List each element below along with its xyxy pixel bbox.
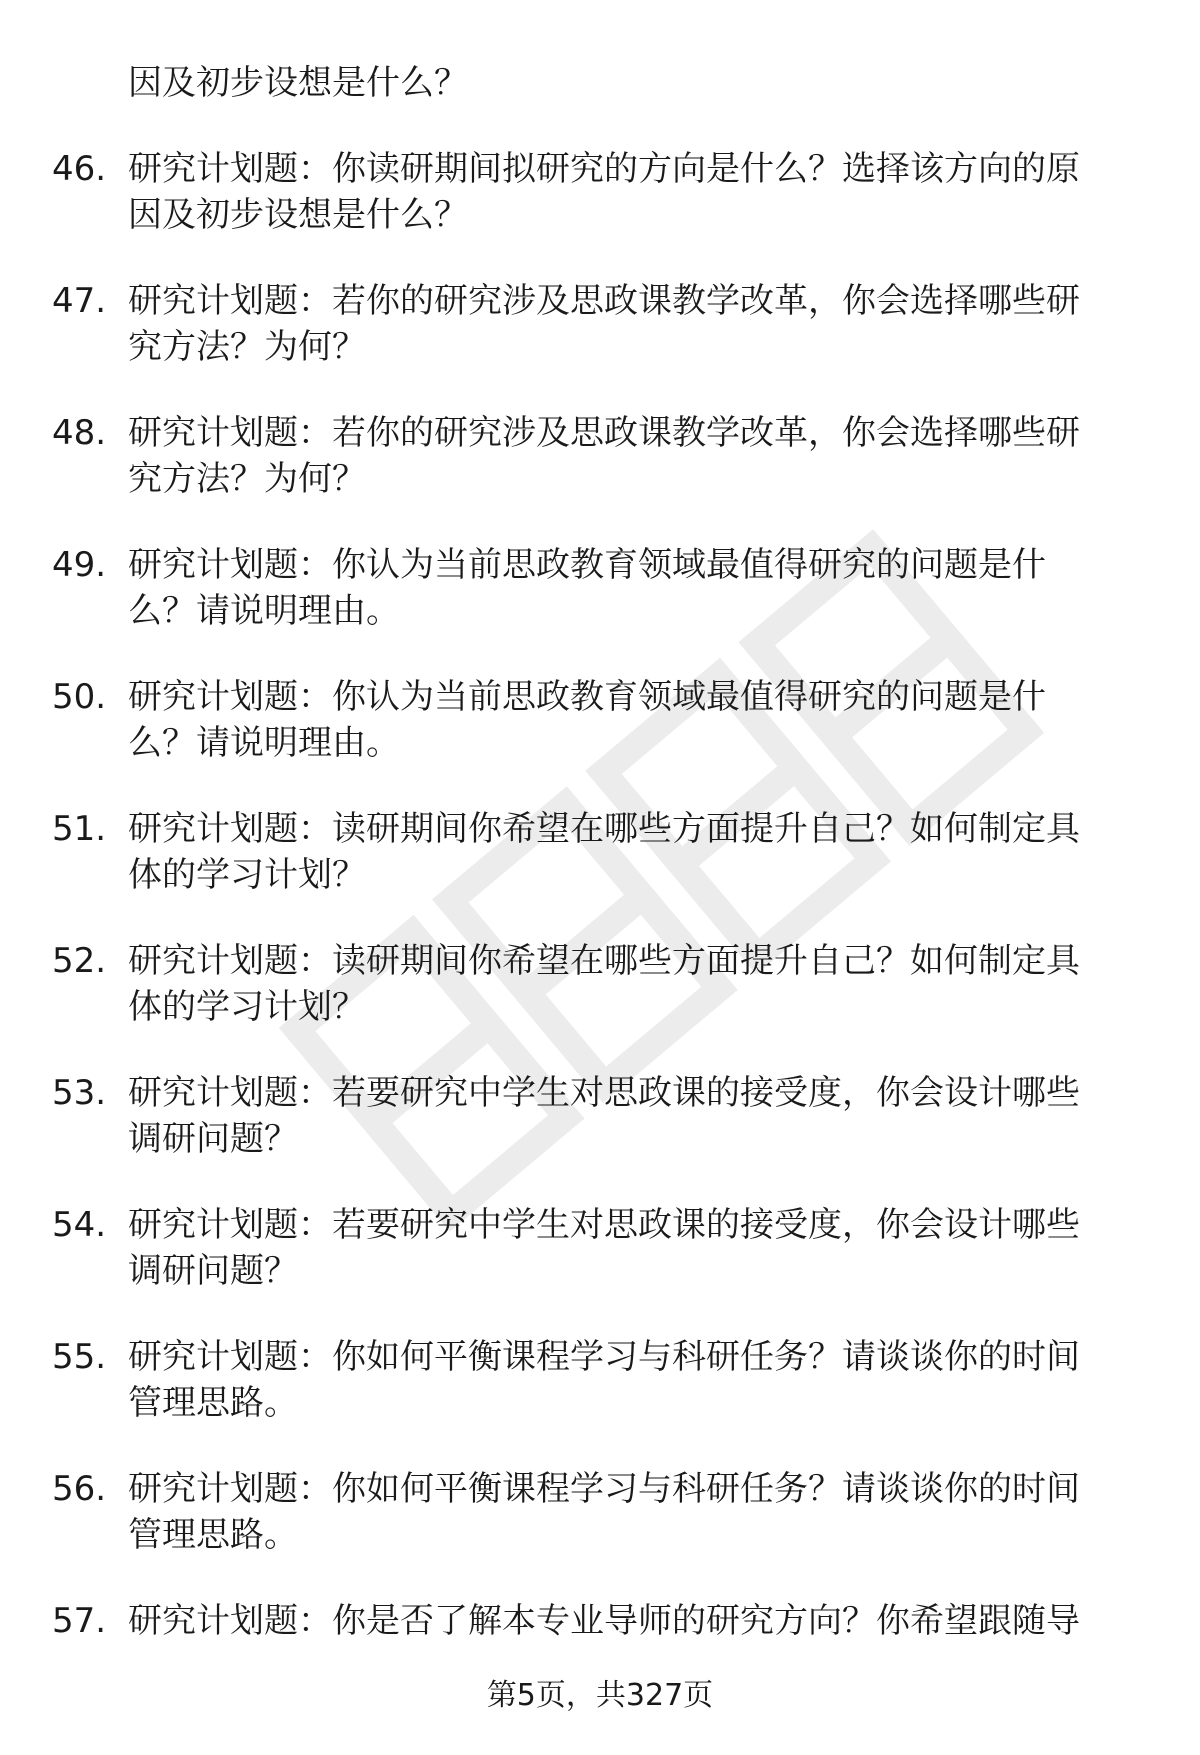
- question-text: [128, 278, 1148, 370]
- question-line: 研究计划题：读研期间你希望在哪些方面提升自己？如何制定具: [128, 941, 1080, 981]
- question-text: [128, 1202, 1148, 1294]
- list-item: [0, 1598, 1200, 1644]
- question-line: 研究计划题：读研期间你希望在哪些方面提升自己？如何制定具: [128, 809, 1080, 849]
- question-number: 46.: [52, 149, 107, 189]
- list-item: [0, 806, 1200, 898]
- question-line: 管理思路。: [128, 1383, 298, 1423]
- question-number: 56.: [52, 1469, 107, 1509]
- question-line: 研究计划题：若要研究中学生对思政课的接受度，你会设计哪些: [128, 1205, 1080, 1245]
- question-text: [128, 146, 1148, 238]
- question-list: [0, 146, 1200, 1644]
- list-item: [0, 542, 1200, 634]
- question-number: 57.: [52, 1601, 107, 1641]
- list-item: [0, 1070, 1200, 1162]
- question-line: 研究计划题：若要研究中学生对思政课的接受度，你会设计哪些: [128, 1073, 1080, 1113]
- question-text: [128, 938, 1148, 1030]
- question-line: 究方法？为何？: [128, 459, 366, 499]
- question-line: 体的学习计划？: [128, 855, 366, 895]
- list-item: [0, 938, 1200, 1030]
- list-item: [0, 146, 1200, 238]
- question-line: 体的学习计划？: [128, 987, 366, 1027]
- question-text: [128, 674, 1148, 766]
- question-line: 因及初步设想是什么？: [128, 195, 468, 235]
- question-line: 研究计划题：你如何平衡课程学习与科研任务？请谈谈你的时间: [128, 1337, 1080, 1377]
- question-line: 调研问题？: [128, 1251, 298, 1291]
- list-item: [0, 278, 1200, 370]
- question-text: [128, 806, 1148, 898]
- continuation-text: 因及初步设想是什么？: [128, 63, 468, 103]
- page-footer: 第5页，共327页: [486, 1678, 714, 1713]
- question-line: 么？请说明理由。: [128, 591, 400, 631]
- question-text: [128, 1598, 1148, 1644]
- list-item: [0, 1334, 1200, 1426]
- question-text: [128, 410, 1148, 502]
- question-number: 49.: [52, 545, 107, 585]
- question-number: 47.: [52, 281, 107, 321]
- list-item: [0, 674, 1200, 766]
- question-line: 研究计划题：你是否了解本专业导师的研究方向？你希望跟随导: [128, 1601, 1080, 1641]
- question-line: 管理思路。: [128, 1515, 298, 1555]
- question-line: 研究计划题：你认为当前思政教育领域最值得研究的问题是什: [128, 545, 1046, 585]
- question-line: 么？请说明理由。: [128, 723, 400, 763]
- question-text: [128, 1070, 1148, 1162]
- question-number: 55.: [52, 1337, 107, 1377]
- question-number: 52.: [52, 941, 107, 981]
- question-line: 研究计划题：你读研期间拟研究的方向是什么？选择该方向的原: [128, 149, 1080, 189]
- question-number: 53.: [52, 1073, 107, 1113]
- list-item: [0, 1466, 1200, 1558]
- question-line: 研究计划题：你如何平衡课程学习与科研任务？请谈谈你的时间: [128, 1469, 1080, 1509]
- list-item: [0, 1202, 1200, 1294]
- question-number: 51.: [52, 809, 107, 849]
- question-line: 调研问题？: [128, 1119, 298, 1159]
- question-text: [128, 1334, 1148, 1426]
- question-number: 50.: [52, 677, 107, 717]
- question-text: [128, 542, 1148, 634]
- question-line: 研究计划题：若你的研究涉及思政课教学改革，你会选择哪些研: [128, 281, 1080, 321]
- question-line: 研究计划题：你认为当前思政教育领域最值得研究的问题是什: [128, 677, 1046, 717]
- question-text: [128, 1466, 1148, 1558]
- document-content: [0, 60, 1200, 1644]
- question-line: 研究计划题：若你的研究涉及思政课教学改革，你会选择哪些研: [128, 413, 1080, 453]
- question-line: 究方法？为何？: [128, 327, 366, 367]
- question-number: 54.: [52, 1205, 107, 1245]
- list-item: [0, 410, 1200, 502]
- question-number: 48.: [52, 413, 107, 453]
